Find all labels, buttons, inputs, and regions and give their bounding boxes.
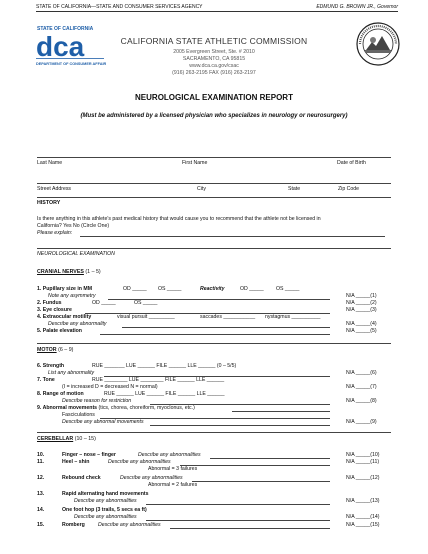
cereb-field-13[interactable] — [146, 504, 330, 505]
c4-describe-field[interactable] — [122, 327, 330, 328]
logo-caption: DEPARTMENT OF CONSUMER AFFAIRS — [36, 62, 106, 66]
logo-state-text: STATE OF CALIFORNIA — [37, 26, 94, 32]
cereb-label-10: Finger – nose – finger — [62, 452, 116, 458]
top-bar — [36, 3, 398, 12]
na-field-12[interactable]: N/A _____(12) — [346, 475, 380, 481]
state-label: State — [288, 186, 301, 192]
logo-letters: dca — [36, 31, 85, 62]
cereb-num-15: 15. — [37, 522, 45, 528]
pupil-os-field[interactable]: OS _____ — [158, 286, 182, 292]
m9-describe-field[interactable] — [150, 425, 330, 426]
pupil-od-field[interactable]: OD _____ — [123, 286, 147, 292]
na-field-4[interactable]: N/A _____(4) — [346, 321, 377, 327]
na-field-15[interactable]: N/A _____(15) — [346, 522, 380, 528]
rom-fields[interactable]: RUE ______ LUE ______ FILE ______ LLE ______ — [104, 391, 225, 397]
na-field-1[interactable]: N/A _____(1) — [346, 293, 377, 299]
street-label: Street Address — [37, 186, 72, 192]
cranial-item-4: 4. Extraocular motility — [37, 314, 92, 320]
report-title: NEUROLOGICAL EXAMINATION REPORT — [135, 93, 293, 102]
dob-label: Date of Birth — [337, 160, 366, 166]
cereb-label-14: One foot hop (3 trails, 5 secs ea ft) — [62, 507, 147, 513]
m8-reason-label: Describe reason for restriction — [62, 398, 132, 404]
na-field-7[interactable]: N/A _____(7) — [346, 384, 377, 390]
divider — [37, 248, 391, 249]
cereb-num-10: 10. — [37, 452, 45, 458]
cereb-desc-14: Describe any abnormalities — [74, 514, 137, 520]
cereb-desc-15: Describe any abnormalities — [98, 522, 161, 528]
history-explain-label: Please explain: — [37, 230, 73, 236]
motor-item-6: 6. Strength — [37, 363, 65, 369]
cranial-item-3: 3. Eye closure — [37, 307, 72, 313]
cereb-field-12[interactable] — [192, 481, 330, 482]
fasciculations-label: Fasciculations — [62, 412, 95, 418]
fundus-os-field[interactable]: OS _____ — [134, 300, 158, 306]
commission-name: CALIFORNIA STATE ATHLETIC COMMISSION — [120, 36, 308, 46]
history-question-2: California? Yes No (Circle One) — [37, 223, 110, 229]
m9-describe-label: Describe any abnormal movements — [62, 419, 144, 425]
cereb-num-14: 14. — [37, 507, 45, 513]
m9-field[interactable] — [232, 411, 330, 412]
na-field-9[interactable]: N/A _____(9) — [346, 419, 377, 425]
cereb-num-13: 13. — [37, 491, 45, 497]
cerebellar-heading: CEREBELLAR (10 – 15) — [37, 436, 96, 442]
na-field-11[interactable]: N/A _____(11) — [346, 459, 380, 465]
tone-fields[interactable]: RUE ________ LUE ________ FILE ______ LLE ______ — [92, 377, 225, 383]
motor-item-9: 9. Abnormal movements (tics, chorea, choreiform, myoclonus, etc.) — [37, 405, 195, 411]
history-question-1: Is there anything in this athlete's past medical history that would cause you to recommend that the athlete not be licensed in — [37, 216, 321, 222]
cereb-desc-13: Describe any abnormalities — [74, 498, 137, 504]
neuro-heading: NEUROLOGICAL EXAMINATION — [37, 251, 115, 257]
address-line[interactable] — [37, 183, 391, 184]
cereb-num-12: 12. — [37, 475, 45, 481]
na-field-13[interactable]: N/A _____(13) — [346, 498, 380, 504]
na-field-2[interactable]: N/A _____(2) — [346, 300, 377, 306]
motor-heading: MOTOR (6 – 9) — [37, 347, 74, 353]
abnormal-2-failures: Abnormal = 2 failures — [148, 482, 198, 488]
cranial-item-5: 5. Palate elevation — [37, 328, 82, 334]
commission-web: www.dca.ca.gov/csac — [189, 63, 239, 69]
na-field-6[interactable]: N/A _____(6) — [346, 370, 377, 376]
na-field-3[interactable]: N/A _____(3) — [346, 307, 377, 313]
reactivity-label: Reactivity — [200, 286, 225, 292]
cereb-label-11: Heel – shin — [62, 459, 90, 465]
governor-line: EDMUND G. BROWN JR., Governor — [316, 4, 398, 10]
c4-describe-label: Describe any abnormality — [48, 321, 107, 327]
commission-phone: (916) 263-2195 FAX (916) 263-2197 — [172, 70, 256, 76]
cereb-label-12: Rebound check — [62, 475, 101, 481]
cereb-field-10[interactable] — [210, 458, 330, 459]
strength-fields[interactable]: RUE _______ LUE ______ FILE ______ LLE ______ (0 – 5/5) — [92, 363, 237, 369]
report-subtitle: (Must be administered by a licensed physician who specializes in neurology or neurosurgery) — [80, 113, 348, 119]
cereb-field-14[interactable] — [146, 520, 330, 521]
na-field-5[interactable]: N/A _____(5) — [346, 328, 377, 334]
cereb-desc-12: Describe any abnormalities — [120, 475, 183, 481]
react-od-field[interactable]: OD _____ — [240, 286, 264, 292]
fundus-od-field[interactable]: OD _____ — [92, 300, 116, 306]
motor-item-7: 7. Tone — [37, 377, 55, 383]
last-name-label: Last Name — [37, 160, 63, 166]
m6-list-label: List any abnormality — [48, 370, 95, 376]
name-line[interactable] — [37, 157, 391, 158]
cereb-label-15: Romberg — [62, 522, 85, 528]
commission-address1: 2005 Evergreen Street, Ste. # 2010 — [173, 49, 255, 55]
cranial-heading: CRANIAL NERVES (1 – 5) — [37, 269, 101, 275]
cereb-num-11: 11. — [37, 459, 44, 465]
saccades-field[interactable]: saccades ___________ — [200, 314, 256, 320]
abnormal-3-failures: Abnormal = 3 failures — [148, 466, 198, 472]
cereb-field-11[interactable] — [180, 465, 330, 466]
visual-pursuit-field[interactable]: visual pursuit _________ — [117, 314, 175, 320]
asymmetry-label: Note any asymmetry — [48, 293, 96, 299]
motor-item-8: 8. Range of motion — [37, 391, 84, 397]
divider — [37, 432, 391, 433]
cranial-item-2: 2. Fundus — [37, 300, 62, 306]
cereb-desc-10: Describe any abnormalities — [138, 452, 201, 458]
nystagmus-field[interactable]: nystagmus __________ — [265, 314, 321, 320]
react-os-field[interactable]: OS _____ — [276, 286, 300, 292]
commission-address2: SACRAMENTO, CA 95815 — [182, 56, 246, 62]
tone-key: (I = increased D = decreased N = normal) — [62, 384, 158, 390]
agency-line: STATE OF CALIFORNIA—STATE AND CONSUMER SERVICES AGENCY — [36, 4, 203, 10]
palate-field[interactable] — [100, 334, 330, 335]
cereb-label-13: Rapid alternating hand movements — [62, 491, 149, 497]
history-heading: HISTORY — [37, 200, 61, 206]
first-name-label: First Name — [182, 160, 208, 166]
divider — [37, 343, 391, 344]
cranial-item-1: 1. Pupillary size in MM — [37, 286, 93, 292]
zip-label: Zip Code — [338, 186, 360, 192]
cereb-desc-11: Describe any abnormalities — [108, 459, 171, 465]
na-field-10[interactable]: N/A _____(10) — [346, 452, 380, 458]
divider — [37, 197, 391, 198]
city-label: City — [197, 186, 206, 192]
na-field-14[interactable]: N/A _____(14) — [346, 514, 380, 520]
cereb-field-15[interactable] — [170, 528, 330, 529]
explain-field[interactable] — [80, 236, 385, 237]
na-field-8[interactable]: N/A _____(8) — [346, 398, 377, 404]
